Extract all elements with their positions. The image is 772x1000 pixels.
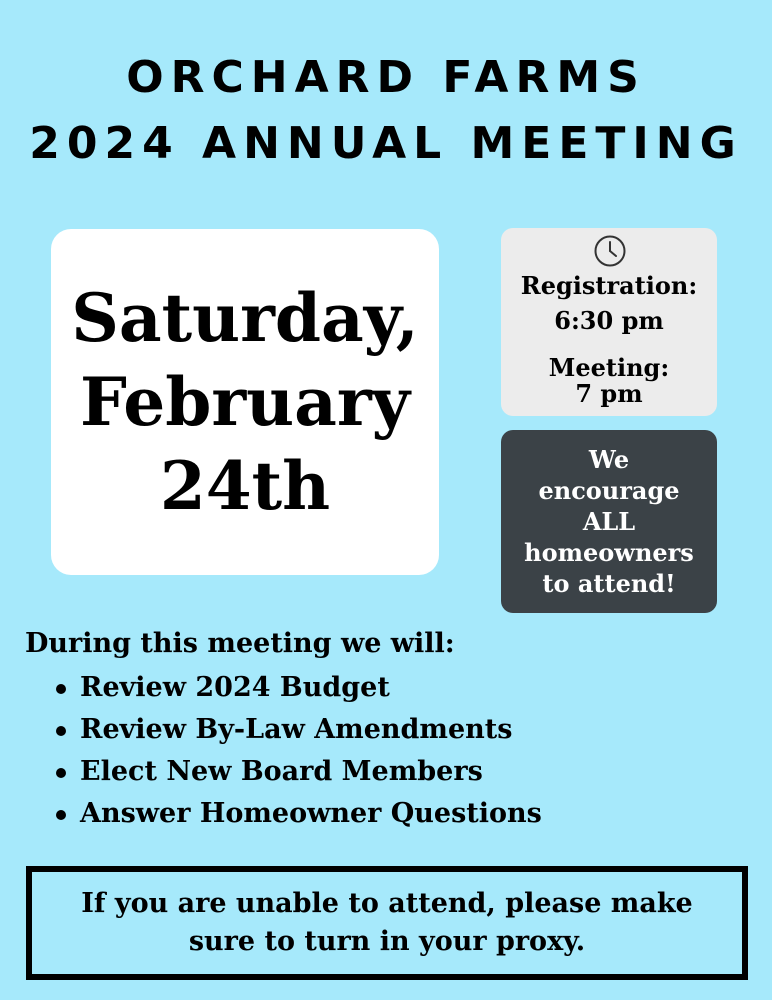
clock-icon [593, 234, 627, 268]
bullet-icon [56, 684, 66, 694]
agenda-item-label: Review By-Law Amendments [80, 714, 513, 745]
date-card [51, 229, 439, 575]
bullet-icon [56, 726, 66, 736]
bullet-icon [56, 810, 66, 820]
agenda-item [54, 796, 542, 838]
schedule-card [501, 228, 717, 416]
proxy-line-1: If you are unable to attend, please make [81, 888, 693, 919]
title-line-1: ORCHARD FARMS [126, 52, 646, 103]
encourage-line: ALL [582, 507, 636, 536]
registration-label: Registration: [520, 271, 698, 300]
agenda-intro: During this meeting we will: [25, 628, 455, 659]
proxy-notice [26, 866, 748, 980]
agenda-item-label: Elect New Board Members [80, 756, 483, 787]
proxy-line-2: sure to turn in your proxy. [188, 926, 586, 957]
agenda-item [54, 754, 542, 796]
agenda-item-label: Answer Homeowner Questions [80, 798, 542, 829]
agenda-item [54, 712, 542, 754]
encourage-line: homeowners [524, 538, 694, 567]
date-day: 24th [159, 447, 331, 525]
encourage-line: to attend! [542, 569, 676, 598]
meeting-label: Meeting: [548, 353, 670, 382]
agenda-item-label: Review 2024 Budget [80, 672, 390, 703]
meeting-time: 7 pm [575, 379, 643, 408]
date-weekday: Saturday, [71, 279, 419, 357]
agenda-item [54, 670, 542, 712]
encourage-card [501, 430, 717, 613]
date-month: February [79, 363, 411, 441]
title-line-2: 2024 ANNUAL MEETING [29, 118, 743, 169]
encourage-line: We [588, 445, 630, 474]
agenda-list [54, 670, 542, 838]
bullet-icon [56, 768, 66, 778]
encourage-line: encourage [538, 476, 680, 505]
registration-time: 6:30 pm [554, 306, 664, 335]
